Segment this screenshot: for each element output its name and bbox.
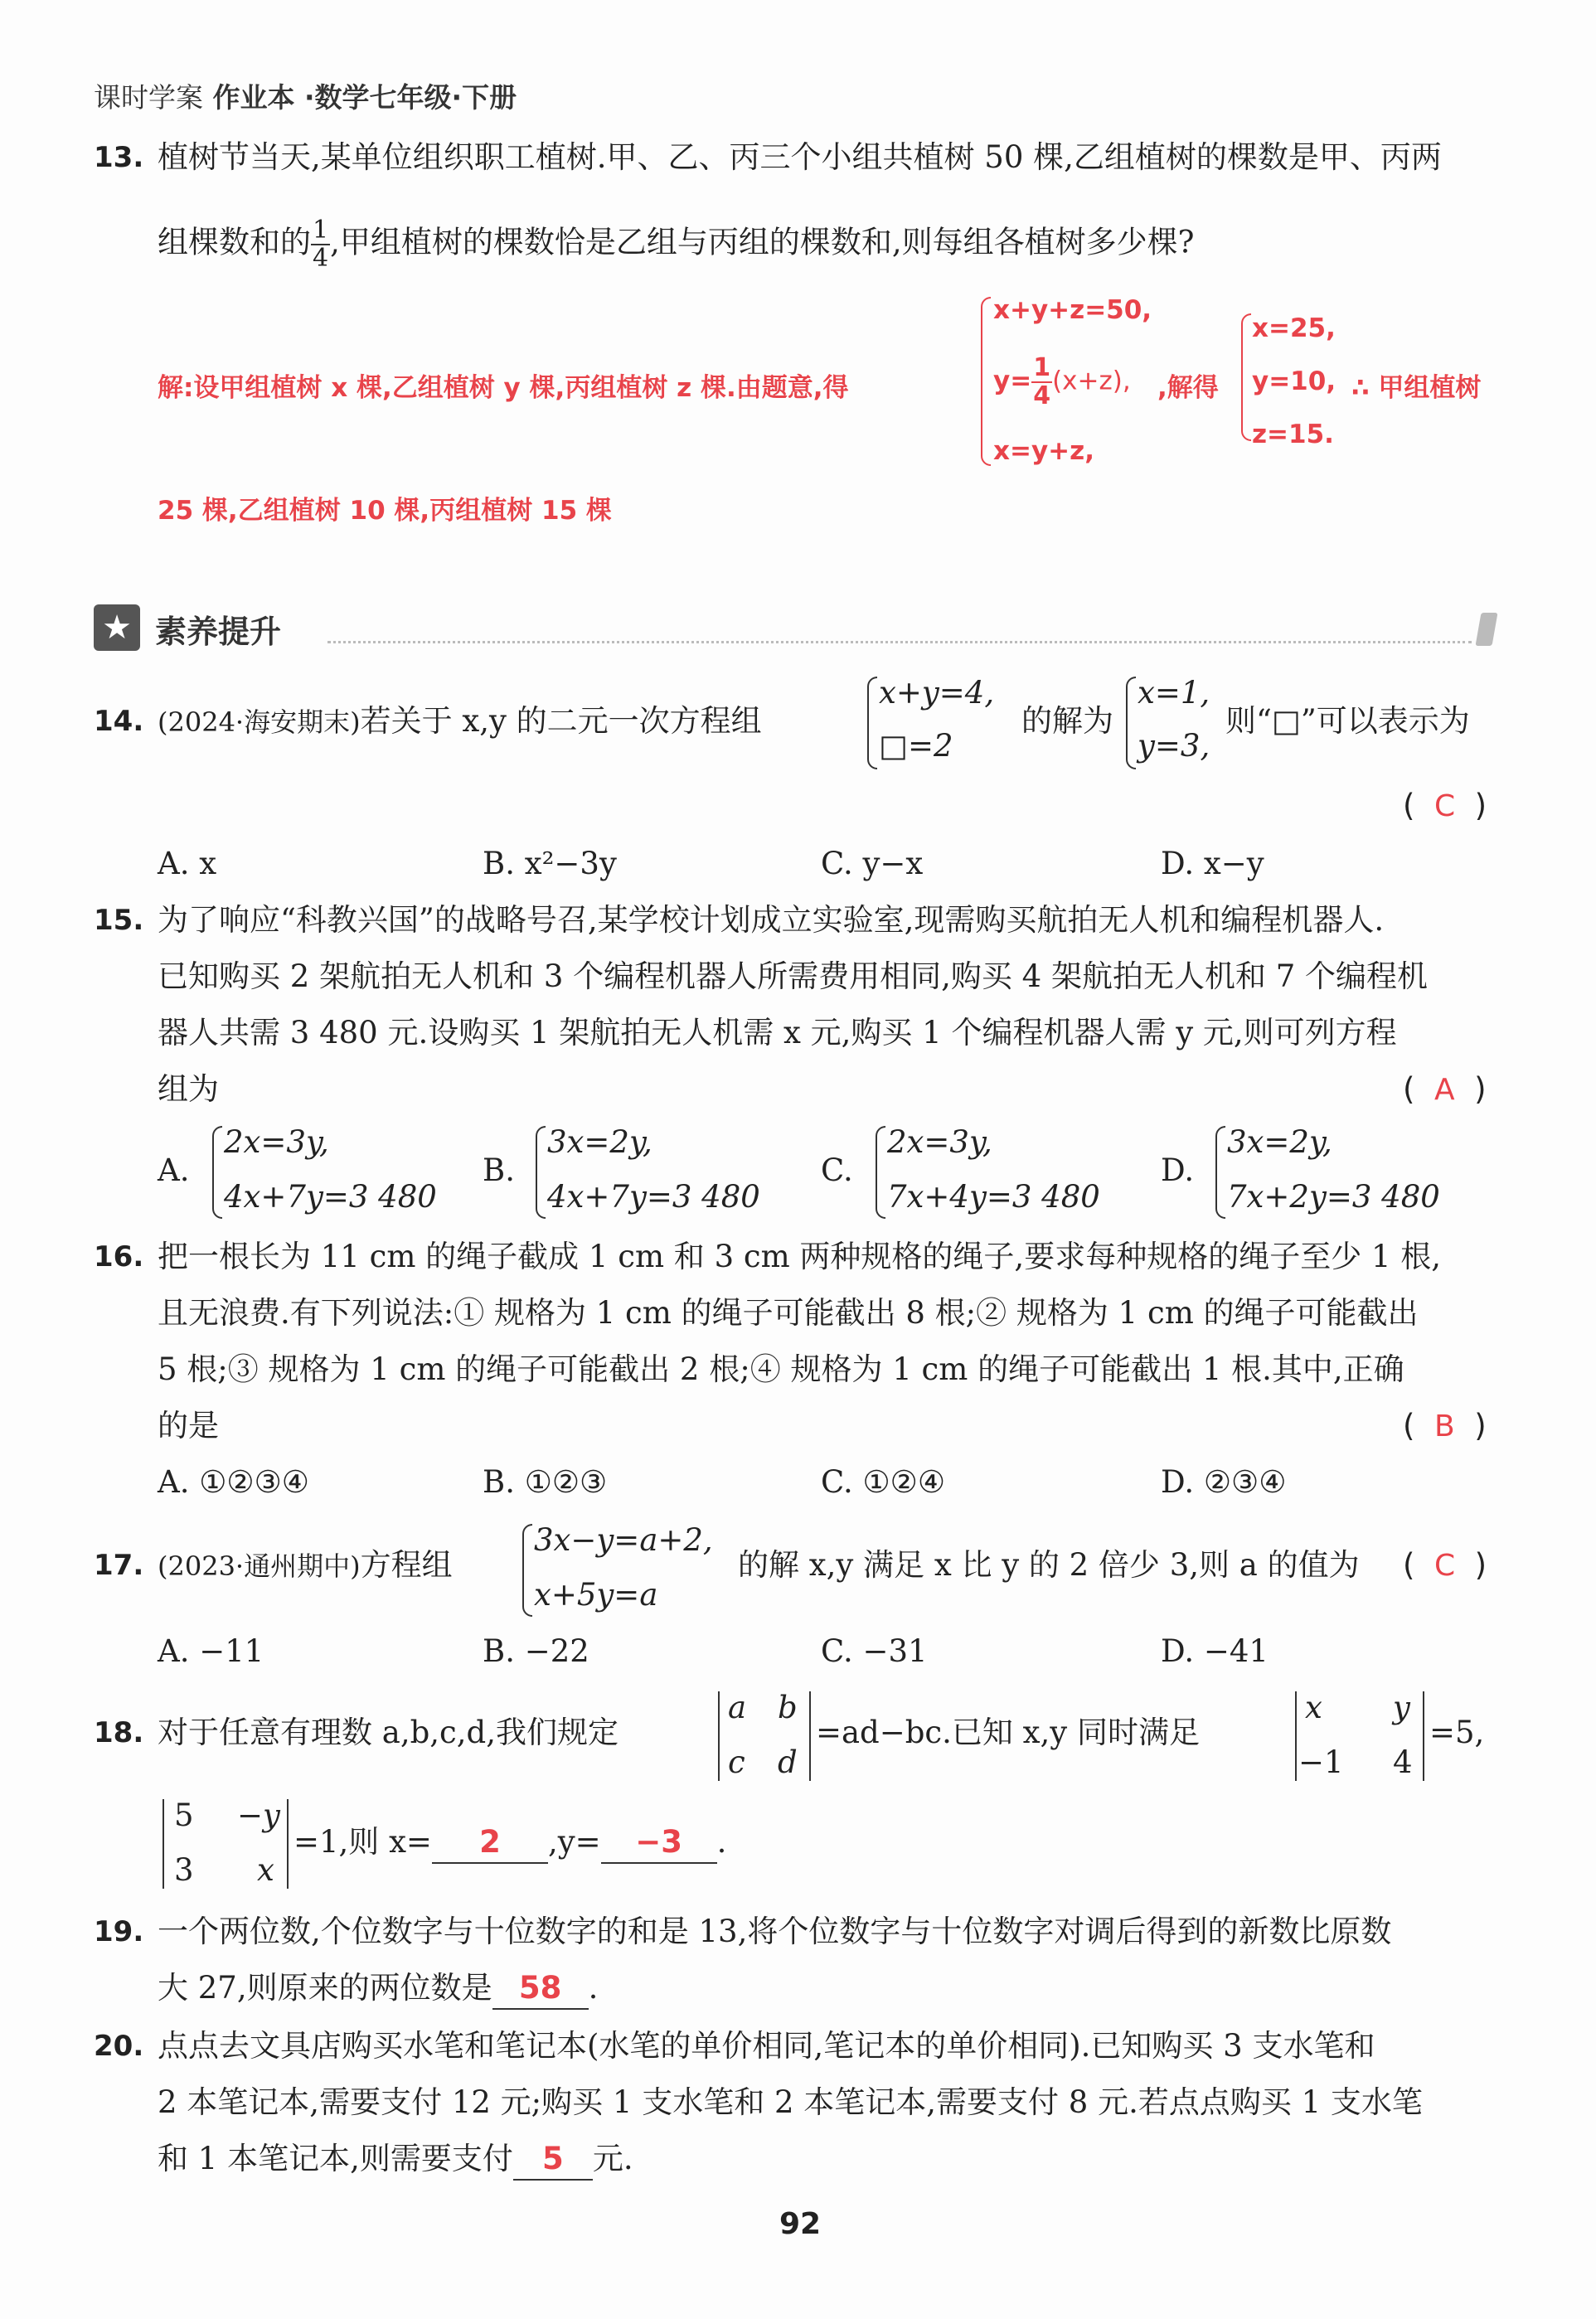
q13-eq2b: (x+z), (1052, 366, 1131, 396)
q15-opt-b-label: B. (483, 1152, 515, 1188)
q17-opt-d: D. −41 (1161, 1633, 1269, 1669)
frac-denominator: 4 (1033, 381, 1051, 410)
q13-eq3: x=y+z, (993, 436, 1094, 466)
q15-opt-a-brace (212, 1126, 222, 1219)
q15-opt-a-e2: 4x+7y=3 480 (224, 1179, 437, 1215)
q19-line2b: . (588, 1970, 599, 2006)
q20-line3a: 和 1 本笔记本,则需要支付 (158, 2141, 513, 2176)
frac-denominator: 4 (313, 244, 329, 273)
q17-sys1: 3x−y=a+2, (534, 1522, 713, 1558)
section-title: 素养提升 (155, 614, 282, 650)
q13-fraction (311, 217, 330, 272)
q14-sol-brace (1126, 677, 1136, 769)
q14-text-c: 则“□”可以表示为 (1225, 703, 1470, 739)
q15-opt-d-label: D. (1161, 1152, 1195, 1188)
det2-d: 4 (1393, 1744, 1413, 1780)
hourglass-icon (1475, 613, 1497, 646)
q18-answer-line (293, 1822, 726, 1864)
det1-c: c (728, 1744, 745, 1780)
q17-opt-a: A. −11 (158, 1633, 264, 1669)
q18-text-a: 对于任意有理数 a,b,c,d,我们规定 (158, 1715, 619, 1750)
q14-text-a-span: 若关于 x,y 的二元一次方程组 (360, 703, 762, 739)
q20-line2: 2 本笔记本,需要支付 12 元;购买 1 支水笔和 2 本笔记本,需要支付 8 元.若点点购买 1 支水笔 (158, 2084, 1423, 2120)
header-bold: 作业本 (212, 81, 295, 114)
q20-line3 (158, 2139, 633, 2181)
q15-opt-b-brace (536, 1126, 546, 1219)
q13-res-brace (1241, 313, 1251, 441)
frac-numerator: 1 (1033, 353, 1051, 382)
det3-right-bar (287, 1799, 289, 1889)
q16-line4: 的是 (158, 1408, 219, 1443)
q18-text-d: =1,则 x= (293, 1824, 432, 1860)
q17-text-b: 的解 x,y 满足 x 比 y 的 2 倍少 3,则 a 的值为 (738, 1547, 1360, 1583)
q15-line3: 器人共需 3 480 元.设购买 1 架航拍无人机需 x 元,购买 1 个编程机器人需 y 元,则可列方程 (158, 1015, 1397, 1050)
q14-answer-box: ( C ) (1403, 788, 1487, 823)
q13-r2: y=10, (1252, 366, 1336, 396)
det2-y: y (1393, 1690, 1410, 1725)
q14-sys-brace (867, 677, 877, 769)
header-rest: ·数学七年级·下册 (304, 81, 517, 114)
q14-opt-c: C. y−x (821, 846, 924, 881)
q15-opt-c-e2: 7x+4y=3 480 (887, 1179, 1100, 1215)
q16-answer: B (1433, 1409, 1455, 1443)
q17-sys2: x+5y=a (534, 1577, 658, 1613)
det3-a: 5 (174, 1797, 194, 1833)
q20-line1: 点点去文具店购买水笔和笔记本(水笔的单价相同,笔记本的单价相同).已知购买 3 支水笔和 (158, 2028, 1375, 2064)
q14-opt-d: D. x−y (1161, 846, 1264, 881)
q14-answer: C (1433, 789, 1456, 823)
q14-text-b: 的解为 (1021, 703, 1113, 739)
q15-opt-d-e1: 3x=2y, (1227, 1124, 1332, 1160)
det1-right-bar (809, 1691, 811, 1781)
q18-text-b: =ad−bc.已知 x,y 同时满足 (816, 1715, 1200, 1750)
q15-opt-a-e1: 2x=3y, (224, 1124, 329, 1160)
q15-opt-b-e1: 3x=2y, (547, 1124, 652, 1160)
q20-number: 20. (94, 2030, 144, 2063)
page-header (94, 76, 517, 115)
q15-answer: A (1433, 1073, 1455, 1107)
q15-opt-c-label: C. (821, 1152, 853, 1188)
q13-eq2 (993, 355, 1131, 410)
det3-b: −y (237, 1797, 280, 1833)
det3-d: x (257, 1852, 274, 1888)
q14-sys1: x+y=4, (879, 675, 995, 711)
q19-line1: 一个两位数,个位数字与十位数字的和是 13,将个位数字与十位数字对调后得到的新数比原数 (158, 1914, 1392, 1949)
q20-line3b: 元. (592, 2141, 633, 2176)
q17-source: (2023·通州期中) (158, 1550, 361, 1582)
q13-line2a: 组棵数和的 (158, 224, 311, 260)
page-number: 92 (779, 2207, 822, 2241)
q15-opt-c-brace (876, 1126, 885, 1219)
q17-answer-box: ( C ) (1403, 1547, 1487, 1583)
q16-line2: 且无浪费.有下列说法:① 规格为 1 cm 的绳子可能截出 8 根;② 规格为 1 cm 的绳子可能截出 (158, 1295, 1419, 1331)
section-divider (327, 641, 1472, 643)
q15-line4: 组为 (158, 1071, 219, 1107)
det3-c: 3 (174, 1852, 194, 1888)
q13-line2b: ,甲组植树的棵数恰是乙组与丙组的棵数和,则每组各植树多少棵? (330, 224, 1195, 260)
q17-opt-c: C. −31 (821, 1633, 928, 1669)
det1-d: d (778, 1744, 798, 1780)
q16-opt-c: C. ①②④ (821, 1464, 946, 1500)
q13-final: 25 棵,乙组植树 10 棵,丙组植树 15 棵 (158, 496, 612, 526)
q13-line1: 植树节当天,某单位组织职工植树.甲、乙、丙三个小组共植树 50 棵,乙组植树的棵数是甲、丙两 (158, 139, 1442, 175)
q16-line1: 把一根长为 11 cm 的绳子截成 1 cm 和 3 cm 两种规格的绳子,要求每种规格的绳子至少 1 根, (158, 1239, 1442, 1274)
section-header (94, 601, 1495, 653)
q16-number: 16. (94, 1240, 144, 1274)
q16-line3: 5 根;③ 规格为 1 cm 的绳子可能截出 2 根;④ 规格为 1 cm 的绳子可能截出 1 根.其中,正确 (158, 1351, 1404, 1387)
q13-sys-brace (981, 297, 991, 466)
q18-answer-y[interactable]: −3 (601, 1822, 717, 1864)
det2-right-bar (1423, 1691, 1424, 1781)
q14-opt-a: A. x (158, 846, 217, 881)
q14-number: 14. (94, 705, 144, 738)
q17-answer: C (1433, 1549, 1456, 1583)
q15-opt-b-e2: 4x+7y=3 480 (547, 1179, 760, 1215)
q15-line2: 已知购买 2 架航拍无人机和 3 个编程机器人所需费用相同,购买 4 架航拍无人机和 7 个编程机 (158, 958, 1429, 994)
q13-line2 (158, 217, 1194, 272)
det2-left-bar (1295, 1691, 1297, 1781)
det3-left-bar (163, 1799, 164, 1889)
q19-line2 (158, 1968, 598, 2010)
q18-text-f: . (716, 1824, 727, 1860)
det1-a: a (728, 1690, 747, 1725)
q17-sys-brace (522, 1524, 532, 1617)
q13-r3: z=15. (1252, 420, 1334, 449)
q16-opt-b: B. ①②③ (483, 1464, 608, 1500)
det2-c: −1 (1298, 1744, 1344, 1780)
header-left: 课时学案 (94, 81, 203, 114)
q15-opt-a-label: A. (158, 1152, 190, 1188)
q15-answer-box: ( A ) (1403, 1071, 1487, 1107)
q17-opt-b: B. −22 (483, 1633, 589, 1669)
q13-eq2-fraction (1031, 355, 1052, 410)
q19-line2a: 大 27,则原来的两位数是 (158, 1970, 492, 2006)
star-icon: ★ (94, 604, 140, 651)
q14-sol2: y=3, (1138, 728, 1210, 764)
q16-answer-box: ( B ) (1403, 1408, 1487, 1443)
q17-text-a-span: 方程组 (360, 1547, 453, 1583)
q18-answer-x[interactable]: 2 (432, 1822, 548, 1864)
q13-solution-lead: 解:设甲组植树 x 棵,乙组植树 y 棵,丙组植树 z 棵.由题意,得 (158, 373, 849, 403)
q15-line1: 为了响应“科教兴国”的战略号召,某学校计划成立实验室,现需购买航拍无人机和编程机器人. (158, 902, 1385, 938)
q14-text-a (158, 701, 762, 742)
q13-eq2a: y= (993, 366, 1032, 396)
q19-number: 19. (94, 1915, 144, 1948)
q14-source: (2024·海安期末) (158, 706, 361, 738)
q17-text-a (158, 1545, 453, 1586)
q15-opt-d-e2: 7x+2y=3 480 (1227, 1179, 1440, 1215)
q14-opt-b: B. x²−3y (483, 846, 617, 881)
q20-answer[interactable]: 5 (513, 2139, 593, 2181)
q13-number: 13. (94, 141, 144, 174)
q13-mid: ,解得 (1157, 373, 1219, 403)
q16-opt-a: A. ①②③④ (158, 1464, 309, 1500)
q15-opt-d-brace (1215, 1126, 1225, 1219)
q19-answer[interactable]: 58 (492, 1968, 589, 2010)
q18-text-e: ,y= (547, 1824, 601, 1860)
det1-left-bar (718, 1691, 720, 1781)
q13-eq1: x+y+z=50, (993, 295, 1152, 325)
q17-number: 17. (94, 1549, 144, 1582)
det1-b: b (778, 1690, 798, 1725)
q13-r1: x=25, (1252, 313, 1336, 343)
q15-opt-c-e1: 2x=3y, (887, 1124, 992, 1160)
q15-number: 15. (94, 904, 144, 937)
frac-numerator: 1 (313, 216, 329, 245)
q13-tail: ∴ 甲组植树 (1351, 373, 1482, 403)
q14-sys2: □=2 (879, 728, 953, 764)
q18-number: 18. (94, 1716, 144, 1749)
q18-text-c: =5, (1429, 1715, 1485, 1750)
det2-x: x (1305, 1690, 1322, 1725)
q14-sol1: x=1, (1138, 675, 1210, 711)
q16-opt-d: D. ②③④ (1161, 1464, 1287, 1500)
